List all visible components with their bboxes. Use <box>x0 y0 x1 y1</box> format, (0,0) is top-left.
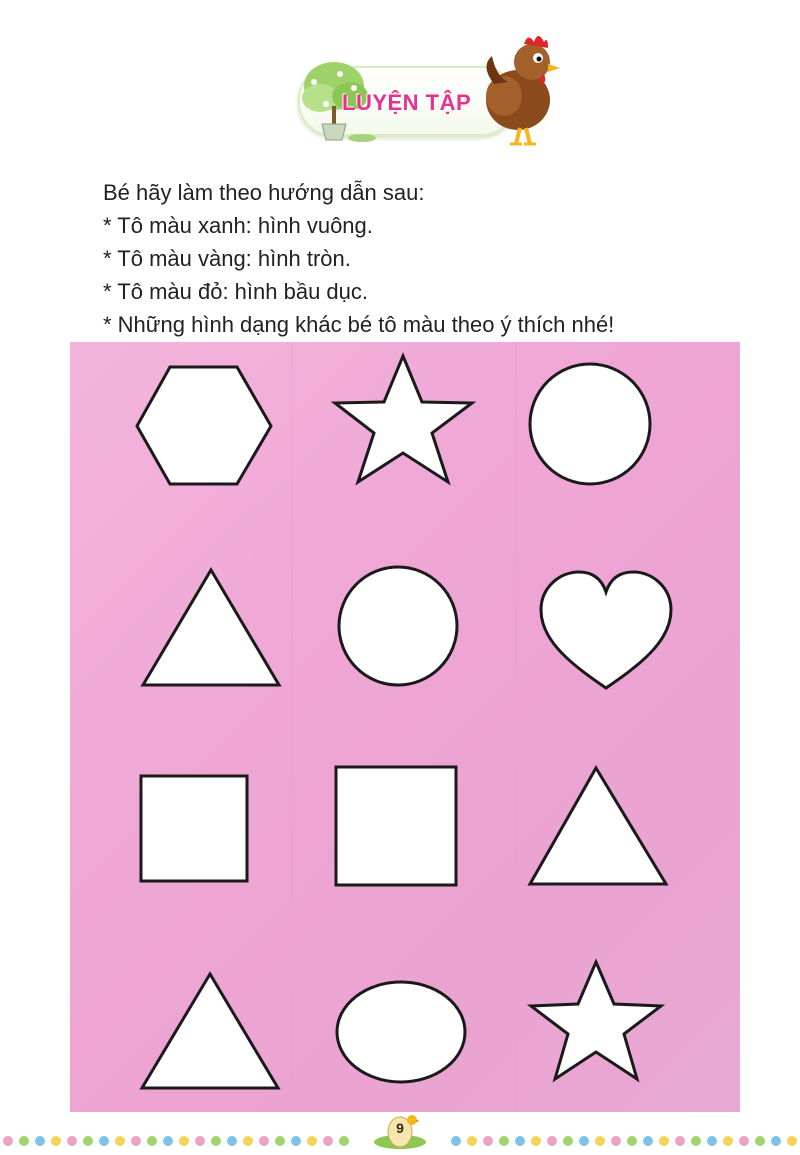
triangle-shape[interactable] <box>530 768 666 884</box>
header-banner <box>298 52 550 148</box>
star-shape[interactable] <box>335 356 472 482</box>
heart-shape[interactable] <box>541 572 671 688</box>
shapes-panel <box>70 342 740 1112</box>
page-number-badge <box>372 1110 428 1150</box>
page-number: 9 <box>396 1120 404 1136</box>
page-title: LUYỆN TẬP <box>342 90 472 115</box>
instructions-intro: Bé hãy làm theo hướng dẫn sau: <box>103 180 425 205</box>
hexagon-shape[interactable] <box>137 367 271 484</box>
instruction-item: * Tô màu xanh: hình vuông. <box>103 213 373 238</box>
instruction-item: * Tô màu đỏ: hình bầu dục. <box>103 279 368 304</box>
triangle-shape[interactable] <box>143 570 279 685</box>
oval-shape[interactable] <box>337 982 465 1082</box>
instruction-item: * Tô màu vàng: hình tròn. <box>103 246 351 271</box>
circle-shape[interactable] <box>530 364 650 484</box>
instruction-item: * Những hình dạng khác bé tô màu theo ý thích nhé! <box>103 312 615 337</box>
star-shape[interactable] <box>531 962 661 1079</box>
shapes-grid <box>70 342 740 1112</box>
square-shape[interactable] <box>336 767 456 885</box>
triangle-shape[interactable] <box>142 974 278 1088</box>
instructions <box>103 176 763 341</box>
circle-shape[interactable] <box>339 567 457 685</box>
hen-icon <box>474 26 564 156</box>
square-shape[interactable] <box>141 776 247 881</box>
